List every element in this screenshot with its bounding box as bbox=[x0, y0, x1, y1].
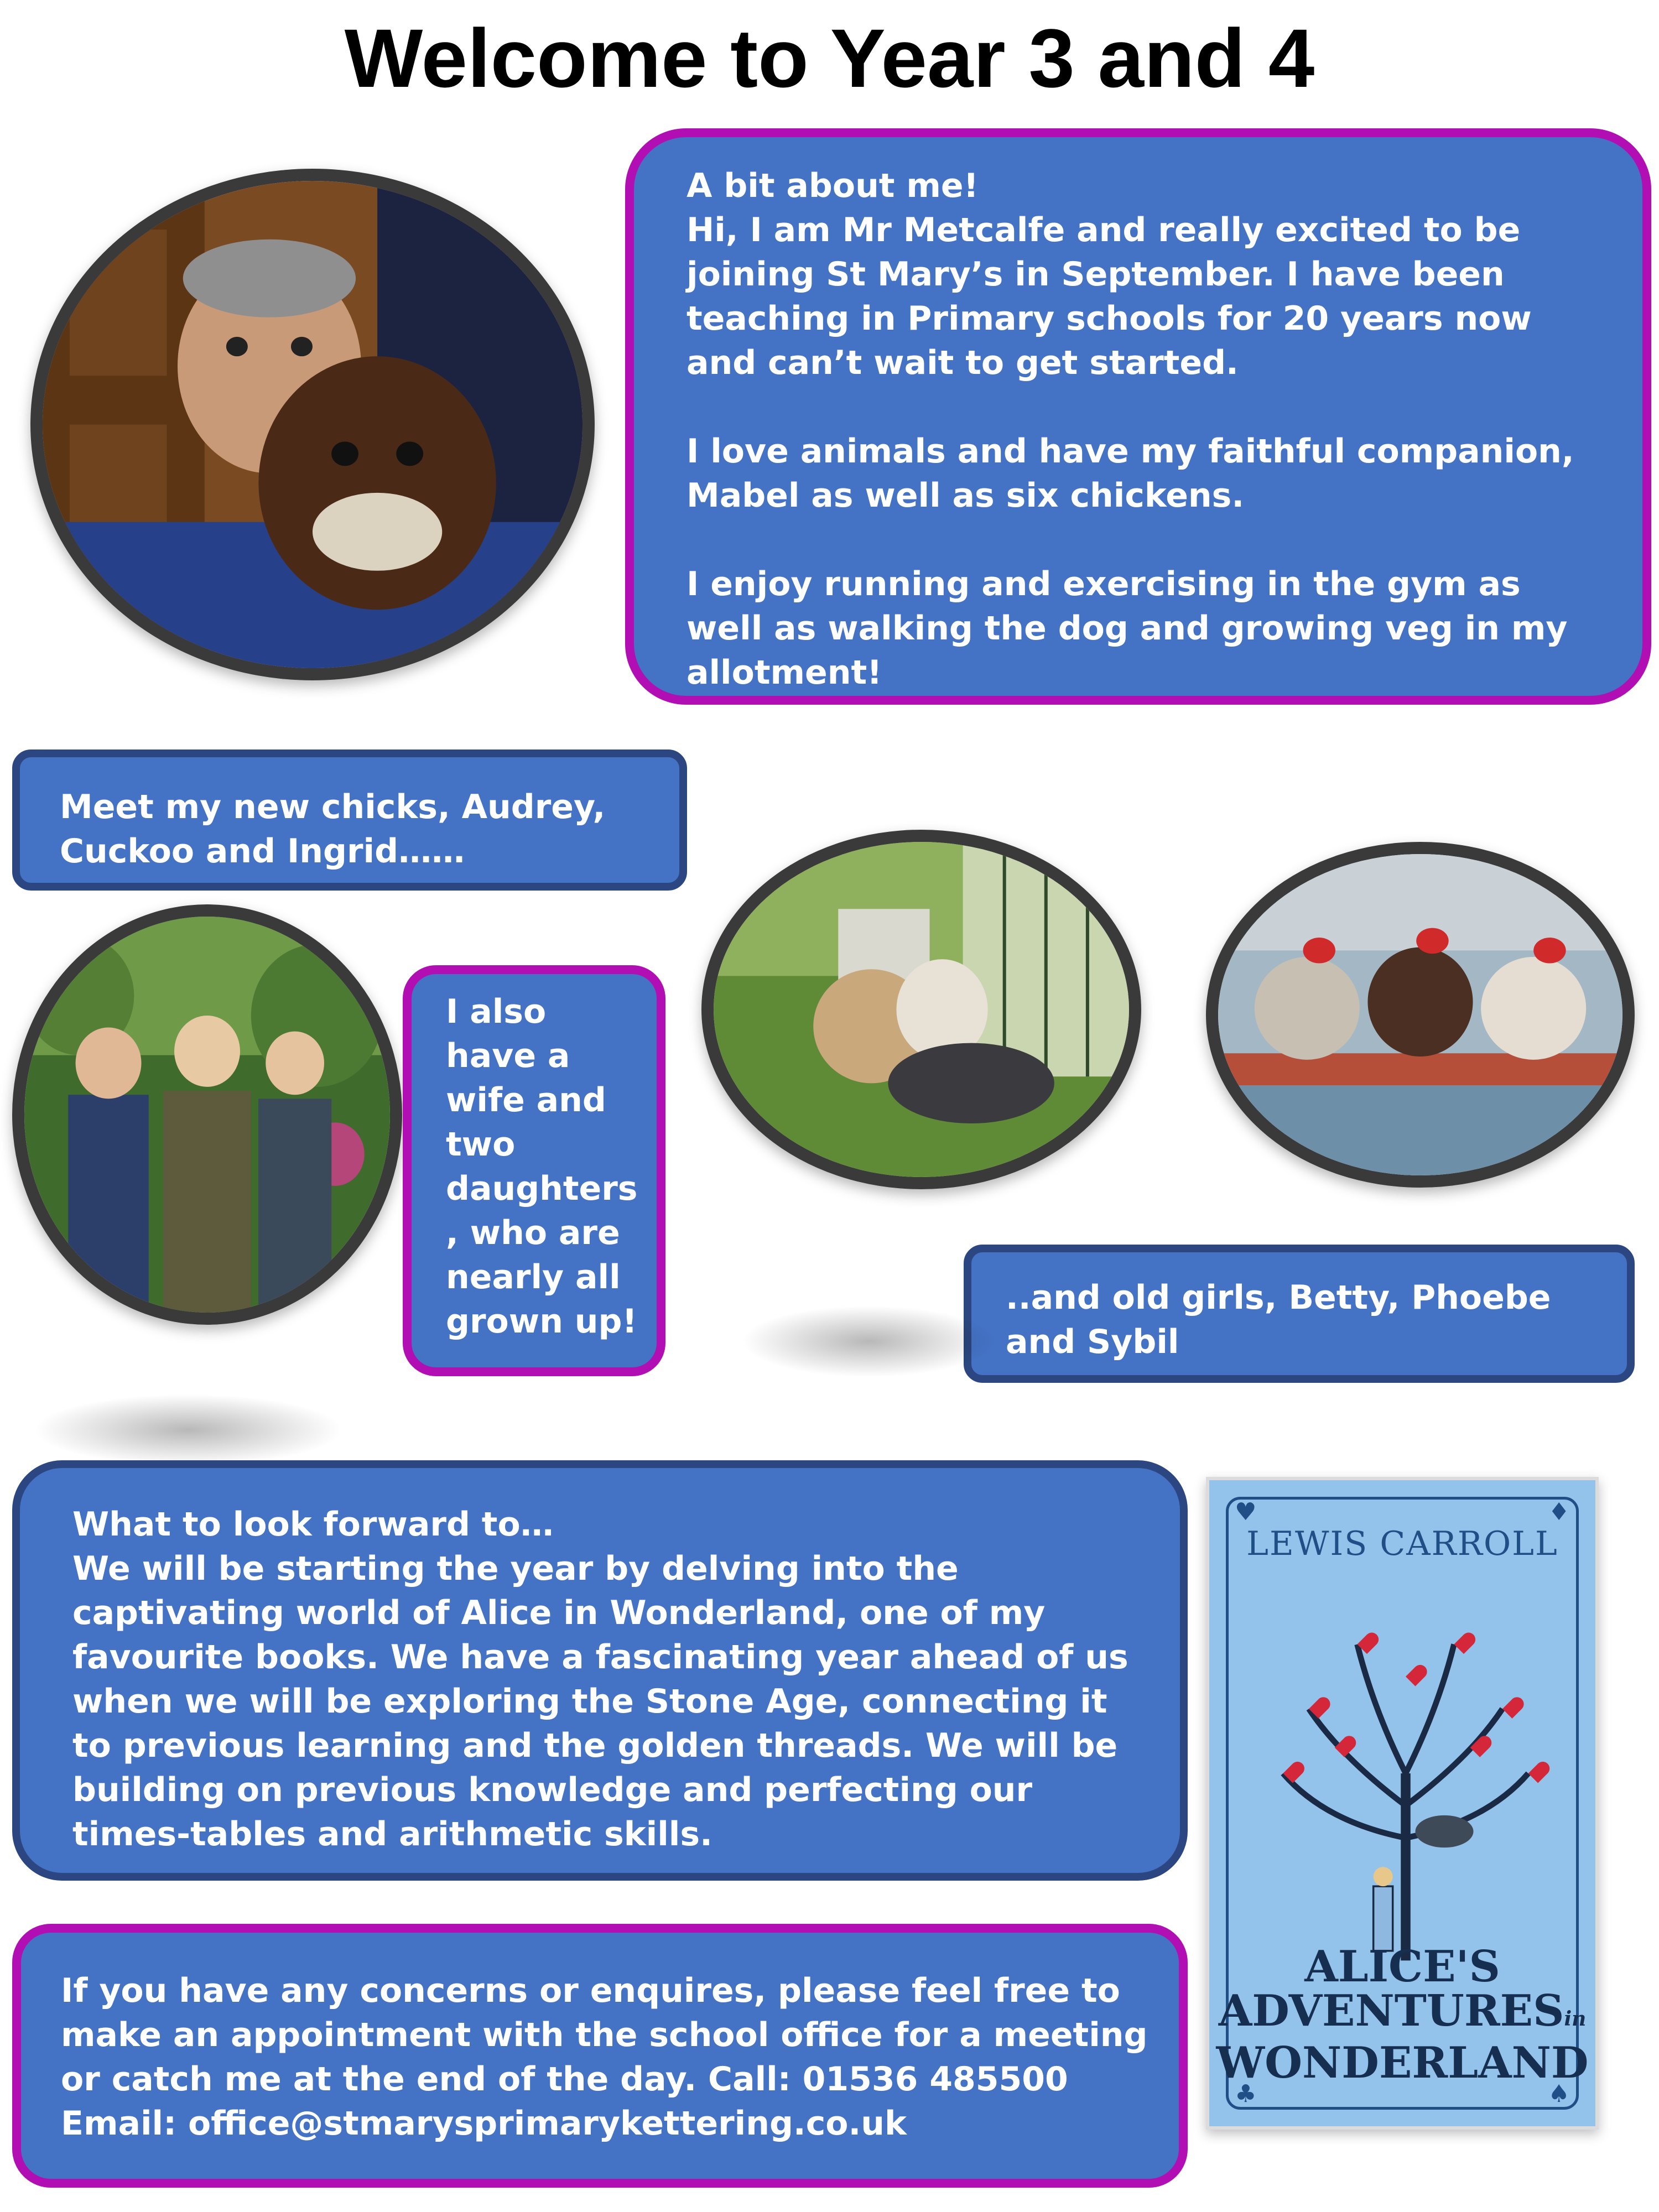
book-title-line-3: WONDERLAND bbox=[1216, 2038, 1589, 2088]
contact-box: If you have any concerns or enquires, please feel free to make an appointment with the school office for a meeting or catch me at the end of the day. Call: 01536 485500 Email: office@stmarysprimarykettering.co.uk bbox=[12, 1924, 1188, 2188]
book-title-line-1: ALICE'S bbox=[1304, 1942, 1500, 1992]
old-girls-box: ..and old girls, Betty, Phoebe and Sybil bbox=[964, 1245, 1635, 1383]
spade-suit-icon: ♠ bbox=[1548, 2080, 1570, 2108]
family-photo bbox=[12, 904, 402, 1325]
shadow-decoration bbox=[741, 1305, 996, 1377]
page-title: Welcome to Year 3 and 4 bbox=[344, 12, 1315, 105]
old-hens-photo bbox=[1206, 842, 1635, 1188]
shadow-decoration bbox=[33, 1394, 343, 1466]
chicks-photo bbox=[701, 830, 1141, 1189]
book-title-line-2: ADVENTURES bbox=[1218, 1986, 1564, 2036]
look-forward-box: What to look forward to… We will be starting the year by delving into the captivating world of Alice in Wonderland, one of my favourite books. We have a fascinating year ahead of us when we will be exploring the Stone Age, connecting it to previous learning and the golden threads. We will be building on previous knowledge and perfecting our times-tables and arithmetic skills. bbox=[12, 1460, 1188, 1881]
club-suit-icon: ♣ bbox=[1235, 2080, 1257, 2108]
book-title bbox=[1209, 1942, 1595, 2088]
new-chicks-box: Meet my new chicks, Audrey, Cuckoo and Ingrid…… bbox=[12, 750, 687, 891]
alice-book-cover bbox=[1206, 1477, 1599, 2130]
book-title-small: in bbox=[1564, 2007, 1587, 2031]
heart-suit-icon: ♥ bbox=[1235, 1498, 1257, 1526]
diamond-suit-icon: ♦ bbox=[1548, 1498, 1570, 1526]
book-author: LEWIS CARROLL bbox=[1246, 1524, 1558, 1563]
about-me-box: A bit about me! Hi, I am Mr Metcalfe and really excited to be joining St Mary’s in September. I have been teaching in Primary schools for 20 years now and can’t wait to get started. I love animals and have my faithful companion, Mabel as well as six chickens. I enjoy running and exercising in the gym as well as walking the dog and growing veg in my allotment! bbox=[625, 128, 1651, 705]
family-box: I also have a wife and two daughters , who are nearly all grown up! bbox=[403, 965, 665, 1376]
teacher-with-dog-photo bbox=[30, 169, 595, 680]
tree-illustration bbox=[1242, 1580, 1569, 1967]
